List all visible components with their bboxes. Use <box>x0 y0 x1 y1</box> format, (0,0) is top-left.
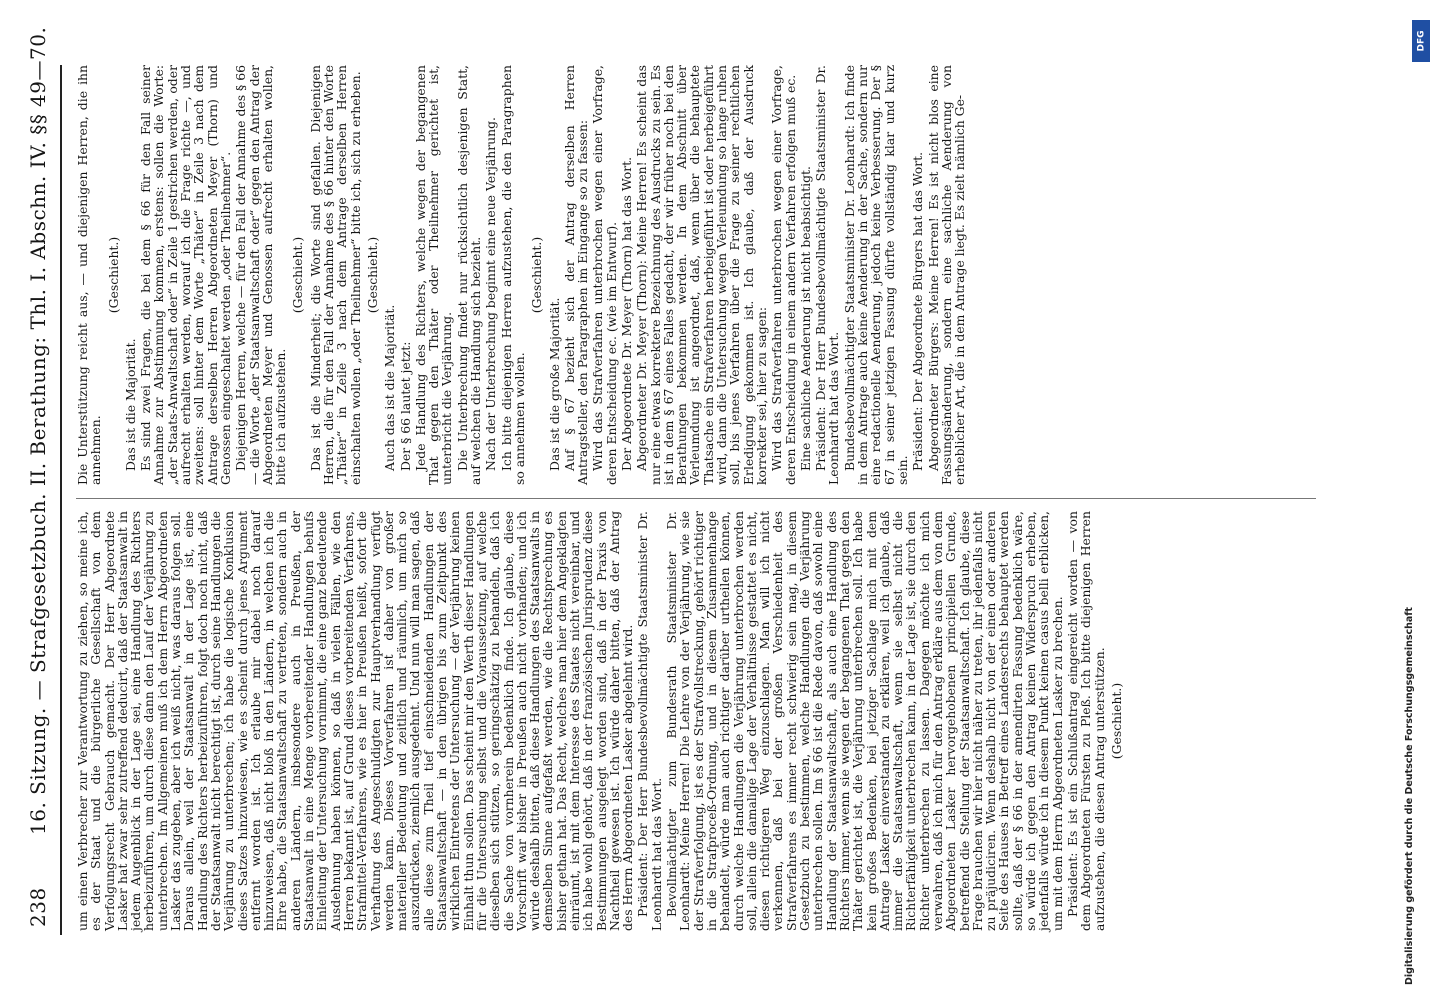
quoted-paragraph: Die Unterbrechung findet nur rücksichtlich desjenigen Statt, auf welchen die Handlung sich bezieht. <box>454 65 484 485</box>
paragraph: Präsident: Der Herr Bundesbevollmächtigte Staatsminister Dr. Leonhardt hat das Wort. <box>813 65 842 485</box>
paragraph: Das ist die große Majorität. <box>546 297 562 471</box>
paragraph: Abgeordneter Dr. Meyer (Thorn): Meine Herren! Es scheint das nur eine etwas korrektere Bezeichnung des Ausdrucks zu sein. Es ist in dem § 67 eines Falles gedacht, der wir früher noch bei den Berathungen bekommen werden. In dem Abschnitt über Verleumdung ist angeordnet, daß, wenn über die behauptete Thatsache ein Strafverfahren herbeigeführt ist oder herbeigeführt wird, dann die Untersuchung wegen Verleumdung so lange ruhen soll, bis jenes Verfahren über die Frage zu seiner rechtlichen Erledigung gekommen ist. Ich glaube, daß der Ausdruck korrekter sei, hier zu sagen: <box>634 65 769 485</box>
paragraph: Das ist die Majorität. <box>122 338 138 471</box>
page-header <box>20 26 56 935</box>
dfg-logo <box>1412 20 1430 62</box>
quoted-paragraph: Wird das Strafverfahren unterbrochen wegen einer Vorfrage, deren Entscheidung ec. (wie im Entwurf). <box>590 65 619 485</box>
paragraph: Präsident: Der Herr Bundesbevollmächtigte Staatsminister Dr. Leonhardt hat das Wort. <box>635 511 664 931</box>
paragraph: Bevollmächtigter zum Bundesrath Staatsminister Dr. Leonhardt: Meine Herren! Die Lehre von der Verjährung, wie sie der Strafverfolgung, ist es der Strafvollstreckung, gehört richtiger in die Strafproceß-Ordnung, und in diesem Zusammenhange behandelt, würde man auch richtiger darüber urtheilen können, durch welche Handlungen die Verjährung unterbrochen werden soll, allein die damalige Lage der Verhältnisse gestattet es nicht, diesen richtigeren Weg einzuschlagen. Man will ich nicht verkennen, daß bei der großen Verschiedenheit des Strafverfahrens es immer recht schwierig sein mag, in diesem Gesetzbuch zu bestimmen, welche Handlungen die Verjährung unterbrechen sollen. Im § 66 ist die Rede davon, daß sowohl eine Handlung der Staatsanwaltschaft, als auch eine Handlung des Richters immer, wenn sie wegen der begangenen That gegen den Thäter gerichtet ist, die Verjährung unterbrechen soll. Ich habe kein großes Bedenken, bei jetziger Sachlage mich mit dem Antrage Lasker einverstanden zu erklären, weil ich glaube, daß immer die Staatsanwaltschaft, wenn sie selbst nicht die Richterfähigkeit unterbrechen kann, in der Lage ist, sie durch den Richter unterbrechen zu lassen. Dagegen möchte ich mich verwahren, daß ich mich für den Antrag erkläre aus dem von dem Abgeordneten Lasker hervorgehobenen principiellen Grunde, betreffend die Stellung der Staatsanwaltschaft. Ich glaube, diese Frage brauchen wir hier nicht näher zu treten, ihr jedenfalls nicht zu präjudiciren. Wenn deshalb nicht von der einen oder anderen Seite des Hauses in Betreff eines Landesrechts behauptet werden sollte, daß der § 66 in der amendirten Fassung bedenklich wäre, so würde ich gegen den Antrag keinen Widerspruch erheben, jedenfalls würde ich in diesem Punkt keinen casus belli erblicken, um mit dem Herrn Abgeordneten Lasker zu brechen. <box>664 511 1065 931</box>
column-divider <box>76 498 1316 499</box>
paragraph: Abgeordneter Bürgers: Meine Herren! Es ist nicht blos eine Fassungsänderung, sondern eine sachliche Aenderung von erheblicher Art, die in dem Antrage liegt. Es zielt nämlich Ge- <box>925 65 968 485</box>
stage-note: (Geschieht.) <box>364 236 380 314</box>
paragraph: Auch das ist die Majorität. <box>382 304 398 471</box>
paragraph: Auf § 67 bezieht sich der Antrag derselben Herren Antragsteller, den Paragraphen im Eingange so zu fassen: <box>561 65 591 485</box>
stage-note: (Geschieht.) <box>1108 682 1124 760</box>
stage-note: (Geschieht.) <box>105 236 121 314</box>
paragraph: Präsident: Der Abgeordnete Bürgers hat das Wort. <box>910 151 926 471</box>
quoted-paragraph: Wird das Strafverfahren unterbrochen wegen einer Vorfrage, deren Entscheidung in einem andern Verfahren erfolgen muß ec. <box>769 65 798 485</box>
paragraph: Eine sachliche Aenderung ist nicht beabsichtigt. <box>797 166 813 471</box>
text-column-left <box>76 511 1336 931</box>
paragraph: Ich bitte diejenigen Herren aufzustehen, die den Paragraphen so annehmen wollen. <box>498 65 527 485</box>
header-rule <box>60 65 62 935</box>
paragraph: um einen Verbrecher zur Verantwortung zu ziehen, so meine ich, es der Staat und die bürgerliche Gesellschaft von dem Verfolgungsrecht Gebrauch gemacht. Der Herr Abgeordnete Lasker hat zwar sehr zutreffend deducirt, daß der Staatsanwalt in jedem Augenblick in der Lage sei, eine Handlung des Richters herbeizuführen, um durch diese dann den Lauf der Verjährung zu unterbrechen. Im Allgemeinen muß ich dem Herrn Abgeordneten Lasker das zugeben, aber ich weiß nicht, was daraus folgen soll. Daraus allein, weil der Staatsanwalt in der Lage ist, eine Handlung des Richters herbeizuführen, folgt doch noch nicht, daß der Staatsanwalt nicht berechtigt ist, durch seine Handlungen die Verjährung zu unterbrechen; ich habe die logische Konklusion dieses Satzes hinzuwiesen, wie es scheint durch jenes Argument entfernt worden ist. Ich erlaube mir dabei noch darauf hinzuweisen, daß nicht bloß in den Ländern, in welchen ich die Ehre habe, die Staatsanwaltschaft zu vertreten, sondern auch in anderen Ländern, insbesondere auch in Preußen, der Staatsanwalt in eine Menge vorbereitender Handlungen behufs Einleitung der Untersuchung vornimmt, die eine ganz bedeutende Ausdehnung haben können, so daß in vielen Fällen, wie den Herren bekannt ist, auf Grund dieses vorbereitenden Verfahrens, Strafmittel-Verfahrens, wie es hier in Preußen heißt, sofort die Verhaftung des Angeschuldigten zur Hauptverhandlung verfügt werden kann. Dieses Vorverfahren ist daher von großer materieller Bedeutung und zeitlich und räumlich, um mich so auszudrücken, ziemlich ausgedehnt. Und nun will man sagen, daß alle diese zum Theil tief einschneidenden Handlungen der Staatsanwaltschaft — in den übrigen bis zum Zeitpunkt des wirklichen Eintretens der Untersuchung — der Verjährung keinen Einhalt thun sollen. Das scheint mir den Werth dieser Handlungen für die Untersuchung selbst und die Voraussetzung, auf welche dieselben sich stützen, so geringschätzig zu behandeln, daß ich die Sache von vornherein bedenklich finde. Ich glaube, diese Vorschrift war bisher in Preußen auch nicht vorhanden; und ich würde deshalb bitten, daß diese Handlungen des Staatsanwalts in demselben Sinne aufgefaßt werden, wie die Rechtsprechung es bisher gethan hat. Das Recht, welches man hier dem Angeklagten einräumt, ist mit dem Interesse des Staates nicht vereinbar, und ich habe wohl gehört, daß in der französischen Jurisprudenz diese Bestimmungen ausgelegt worden sind, daß in der Praxis von Nachtheil gewesen ist. Ich würde daher bitten, daß der Antrag des Herrn Abgeordneten Lasker abgelehnt wird. <box>75 511 636 931</box>
digitization-note: Digitalisierung gefördert durch die Deutsche Forschungsgemeinschaft <box>1404 607 1415 985</box>
dfg-logo-text: DFG <box>1416 30 1427 52</box>
paragraph: Der Abgeordnete Dr. Meyer (Thorn) hat das Wort. <box>618 156 634 471</box>
page-number: 238 <box>26 887 50 927</box>
paragraph: Es sind zwei Fragen, die bei dem § 66 für den Fall seiner Annahme zur Abstimmung kommen, erstens: sollen die Worte: „der Staats-Anwaltschaft oder“ in Zeile 1 gestrichen werden, oder aufrecht erhalten werden, worauf ich die Frage richte —, und zweitens: soll hinter dem Worte „Thäter“ in Zeile 3 nach dem Antrage derselben Herren Abgeordneten Meyer (Thorn) und Genossen eingeschaltet werden „oder Theilnehmer“. <box>138 65 233 485</box>
paragraph: Die Unterstützung reicht aus, — und diejenigen Herren, die ihn annehmen. <box>75 65 104 485</box>
paragraph: Diejenigen Herren, welche — für den Fall der Annahme des § 66 — die Worte „der Staatsanwaltschaft oder“ gegen den Antrag der Abgeordneten Meyer und Genossen aufrecht erhalten wollen, bitte ich aufzustehen. <box>233 65 289 485</box>
stage-note: (Geschieht.) <box>529 236 545 314</box>
running-title: 16. Sitzung. — Strafgesetzbuch. II. Berathung: Thl. I. Abschn. IV. §§ 49—70. <box>26 26 50 835</box>
paragraph: Bundesbevollmächtigter Staatsminister Dr. Leonhardt: Ich finde in dem Antrage auch keine Aenderung in der Sache, sondern nur eine redactionelle Aenderung, jedoch keine Verbesserung. Der § 67 in seiner jetzigen Fassung dürfte vollständig klar und kurz sein. <box>841 65 910 485</box>
text-column-right <box>76 65 1336 485</box>
paragraph: Der § 66 lautet jetzt: <box>397 341 413 471</box>
stage-note: (Geschieht.) <box>290 236 306 314</box>
quoted-paragraph: Jede Handlung des Richters, welche wegen der begangenen That gegen den Thäter oder Theilnehmer gerichtet ist, unterbricht die Verjährung. <box>412 65 455 485</box>
quoted-paragraph: Nach der Unterbrechung beginnt eine neue Verjährung. <box>483 117 499 471</box>
paragraph: Präsident: Es ist ein Schlußantrag eingereicht worden — von dem Abgeordneten Fürsten zu Pleß. Ich bitte diejenigen Herren aufzustehen, die diesen Antrag unterstützen. <box>1064 511 1107 931</box>
rotated-print-area <box>0 26 1380 955</box>
paragraph: Das ist die Minderheit; die Worte sind gefallen. Diejenigen Herren, die für den Fall der Annahme des § 66 hinter den Worte „Thäter“ in Zeile 3 nach dem Antrage derselben Herren einschalten wollen „oder Theilnehmer“ bitte ich, sich zu erheben. <box>307 65 363 485</box>
